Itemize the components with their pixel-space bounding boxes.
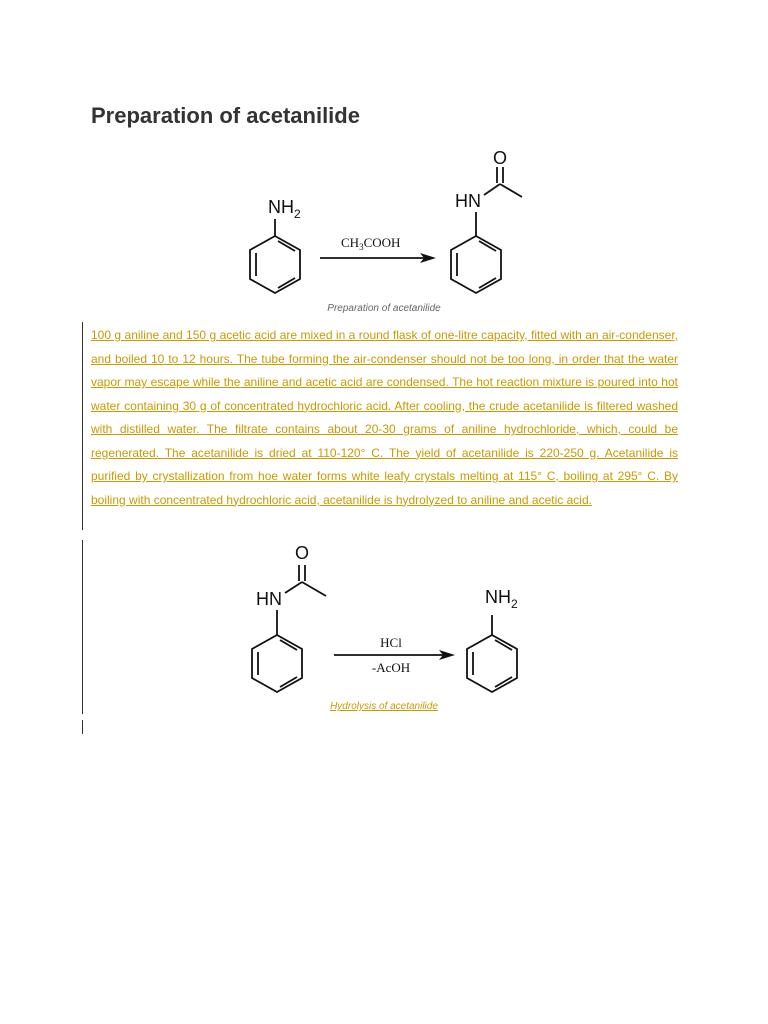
reagent-minus-acoh: -AcOH: [371, 660, 411, 675]
blockquote-bar-3: [82, 720, 83, 734]
reaction-scheme-preparation: [0, 140, 768, 300]
aniline-product-ring: [467, 615, 517, 692]
reagent-acetic-acid: $CH_3COOH$: [341, 235, 401, 252]
reactant-hn-label: HN: [256, 589, 282, 609]
reagent-hcl: HCl: [380, 635, 402, 650]
page-title: Preparation of acetanilide: [91, 103, 360, 128]
reactant-nh2-label: $NH_2$: [268, 197, 301, 221]
procedure-tail-text[interactable]: By boiling with concentrated hydrochloric acid, acetanilide is hydrolyzed to aniline and acetic acid.: [91, 469, 678, 507]
product-hn-label: HN: [455, 191, 481, 211]
reaction-scheme-hydrolysis: [0, 540, 768, 700]
figure-caption-hydrolysis[interactable]: Hydrolysis of acetanilide: [330, 701, 438, 712]
reaction-scheme-hydrolysis-drawing: [0, 540, 768, 700]
product-nh2-label: $NH_2$: [485, 587, 518, 611]
procedure-main-text[interactable]: 100 g aniline and 150 g acetic acid are mixed in a round flask of one-litre capacity, fitted with an air-condenser, and boiled 10 to 12 hours. The tube forming the air-condenser should not be too long, in order that the water vapor may escape while the aniline and acetic acid are condensed. The hot reaction mixture is poured into hot water containing 30 g of concentrated hydrochloric acid. After cooling, the crude acetanilide is filtered washed with distilled water. The filtrate contains about 20-30 grams of aniline hydrochloride, which, could be regenerated. The acetanilide is dried at 110-120° C. The yield of acetanilide is 220-250 g. Acetanilide is purified by crystallization from hoe water forms white leafy crystals melting at 115° C, boiling at 295° C.: [91, 328, 678, 483]
aniline-ring: [250, 219, 300, 293]
acetanilide-ring: [451, 167, 522, 293]
figure-caption-preparation: Preparation of acetanilide: [327, 303, 441, 314]
procedure-paragraph[interactable]: [91, 324, 678, 512]
reactant-carbonyl-o-label: O: [295, 543, 310, 563]
product-carbonyl-o-label: O: [493, 148, 508, 168]
acetanilide-reactant-ring: [252, 565, 326, 692]
reaction-scheme-preparation-drawing: [0, 140, 768, 300]
blockquote-bar-1: [82, 322, 83, 530]
